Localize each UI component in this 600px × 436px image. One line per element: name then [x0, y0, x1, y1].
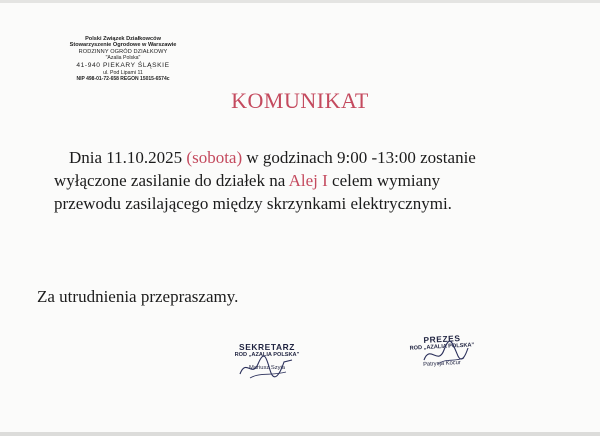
president-org: ROD „AZALIA POLSKA”	[409, 342, 475, 352]
stamp-line-street: ul. Pod Lipami 11	[103, 69, 143, 76]
secretary-name: Mariusz Szyja	[248, 365, 286, 371]
body-line-2	[37, 169, 577, 192]
day-of-week-highlight: (sobota)	[186, 148, 243, 167]
secretary-role: SEKRETARZ	[239, 342, 295, 352]
stamp-line-city: 41-940 PIEKARY ŚLĄSKIE	[76, 61, 170, 69]
president-role: PREZES	[423, 333, 461, 345]
document-title: KOMUNIKAT	[231, 88, 369, 113]
body-line-1-end: w godzinach 9:00 -13:00 zostanie	[242, 148, 476, 167]
body-line-3: przewodu zasilającego między skrzynkami elektrycznymi.	[54, 194, 452, 213]
body-line-1-start: Dnia 11.10.2025	[69, 148, 187, 167]
secretary-signature-stamp	[222, 343, 312, 372]
announcement-body	[37, 146, 577, 215]
avenue-highlight: Alej I	[288, 171, 328, 190]
organization-stamp	[58, 36, 188, 82]
page-edge-top	[0, 0, 600, 3]
stamp-line-garden: RODZINNY OGRÓD DZIAŁKOWY	[78, 48, 168, 55]
stamp-line-union: Polski Związek Działkowców	[85, 36, 161, 42]
body-line-1	[37, 146, 577, 169]
body-line-2-end: celem wymiany	[327, 171, 441, 190]
president-signature-stamp	[392, 335, 492, 368]
secretary-org: ROD „AZALIA POLSKA”	[234, 352, 300, 358]
stamp-line-association: Stowarzyszenie Ogrodowe w Warszawie	[69, 42, 177, 49]
president-name: Patrycja Kocur	[422, 360, 461, 368]
body-line-2-start: wyłączone zasilanie do działek na	[54, 171, 289, 190]
apology-line: Za utrudnienia przepraszamy.	[37, 287, 239, 306]
stamp-line-name: "Azalia Polska"	[105, 55, 141, 62]
stamp-line-tax-ids: NIP 498-01-72-658 REGON 15015-6574c	[76, 76, 170, 83]
page-edge-bottom	[0, 432, 600, 436]
